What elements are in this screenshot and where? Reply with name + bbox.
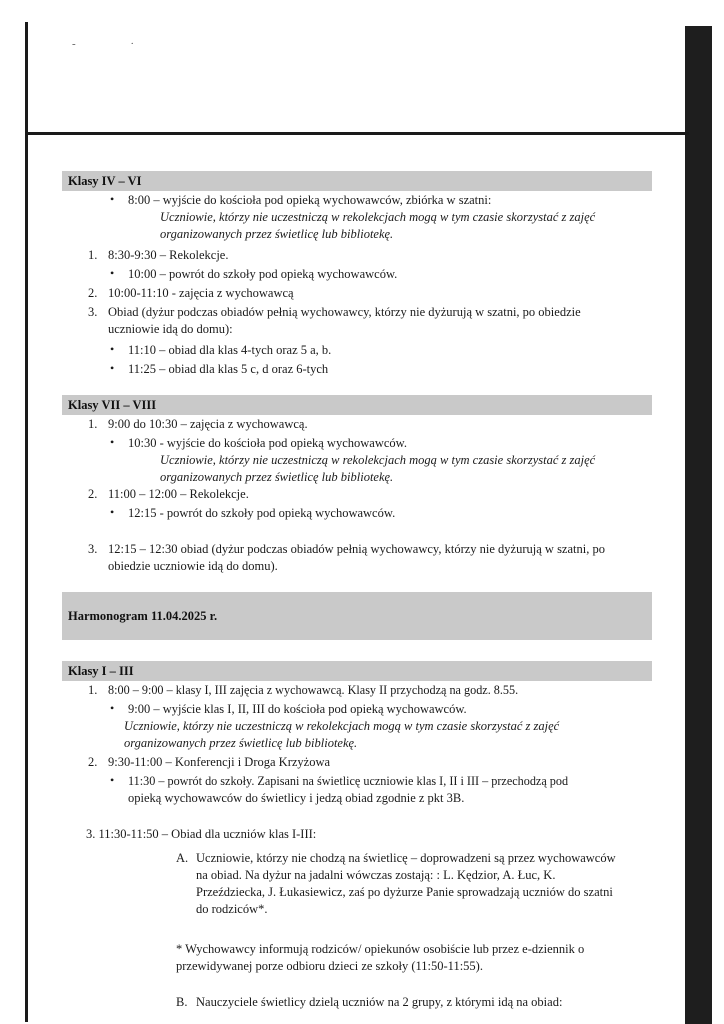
text-line: 8:30-9:30 – Rekolekcje. — [108, 248, 229, 262]
scan-right-edge — [685, 26, 712, 1024]
bullet: • — [110, 192, 115, 206]
text-line: Obiad (dyżur podczas obiadów pełnią wychowawcy, którzy nie dyżurują w szatni, po obiedzie — [108, 305, 581, 319]
text-line: 8:00 – wyjście do kościoła pod opieką wychowawców, zbiórka w szatni: — [128, 193, 492, 207]
text-line: 11:10 – obiad dla klas 4-tych oraz 5 a, b. — [128, 343, 332, 357]
note-line: organizowanych przez świetlicę lub bibliotekę. — [160, 470, 394, 484]
section-header-klasy-i-iii: Klasy I – III — [62, 661, 652, 681]
text-line: 12:15 - powrót do szkoły pod opieką wychowawców. — [128, 506, 396, 520]
note-line: Uczniowie, którzy nie uczestniczą w rekolekcjach mogą w tym czasie skorzystać z zajęć — [160, 210, 596, 224]
bullet: • — [110, 342, 115, 356]
bullet: • — [110, 505, 115, 519]
bullet: • — [110, 361, 115, 375]
text-line: opieką wychowawców do świetlicy i jedzą obiad zgodnie z pkt 3B. — [128, 791, 465, 805]
text-line: 10:30 - wyjście do kościoła pod opieką wychowawców. — [128, 436, 407, 450]
list-letter: A. — [176, 851, 189, 865]
note-line: Uczniowie, którzy nie uczestniczą w rekolekcjach mogą w tym czasie skorzystać z zajęć — [124, 719, 560, 733]
scan-horizontal-rule — [25, 132, 689, 135]
bullet: • — [110, 773, 115, 787]
text-line: 11:00 – 12:00 – Rekolekcje. — [108, 487, 249, 501]
list-letter: B. — [176, 995, 188, 1009]
text-line: 9:00 – wyjście klas I, II, III do kościoła pod opieką wychowawców. — [128, 702, 467, 716]
text-line: Przeździecka, J. Łukasiewicz, zaś po dyżurze Panie sprowadzają uczniów do szatni — [196, 885, 613, 899]
text-line: obiedzie uczniowie idą do domu). — [108, 559, 278, 573]
text-line: uczniowie idą do domu): — [108, 322, 233, 336]
text-line: Nauczyciele świetlicy dzielą uczniów na 2 grupy, z którymi idą na obiad: — [196, 995, 563, 1009]
note-line: organizowanych przez świetlicę lub bibliotekę. — [124, 736, 358, 750]
text-line: 10:00-11:10 - zajęcia z wychowawcą — [108, 286, 294, 300]
section-header-klasy-iv-vi: Klasy IV – VI — [62, 171, 652, 191]
footnote-line: przewidywanej porze odbioru dzieci ze szkoły (11:50-11:55). — [176, 959, 483, 973]
text-line: 9:00 do 10:30 – zajęcia z wychowawcą. — [108, 417, 308, 431]
bullet: • — [110, 701, 115, 715]
bullet: • — [110, 266, 115, 280]
text-line: 9:30-11:00 – Konferencji i Droga Krzyżowa — [108, 755, 331, 769]
list-number: 2. — [88, 755, 98, 769]
text-line: 11:25 – obiad dla klas 5 c, d oraz 6-tych — [128, 362, 329, 376]
list-number: 2. — [88, 487, 98, 501]
note-line: Uczniowie, którzy nie uczestniczą w rekolekcjach mogą w tym czasie skorzystać z zajęć — [160, 453, 596, 467]
harmonogram-header: Harmonogram 11.04.2025 r. — [62, 592, 652, 640]
list-number: 1. — [88, 248, 98, 262]
text-line: 11:30 – powrót do szkoły. Zapisani na świetlicę uczniowie klas I, II i III – przechodzą pod — [128, 774, 569, 788]
scan-specks: - · — [72, 38, 161, 50]
text-line: 8:00 – 9:00 – klasy I, III zajęcia z wychowawcą. Klasy II przychodzą na godz. 8.55. — [108, 683, 519, 697]
list-number: 1. — [88, 417, 98, 431]
scan-left-border — [25, 22, 28, 1022]
list-number: 3. — [88, 542, 98, 556]
list-number: 2. — [88, 286, 98, 300]
text-line: Uczniowie, którzy nie chodzą na świetlicę – doprowadzeni są przez wychowawców — [196, 851, 616, 865]
text-line: do rodziców*. — [196, 902, 268, 916]
section-header-klasy-vii-viii: Klasy VII – VIII — [62, 395, 652, 415]
list-number: 1. — [88, 683, 98, 697]
text-line: 10:00 – powrót do szkoły pod opieką wychowawców. — [128, 267, 398, 281]
bullet: • — [110, 435, 115, 449]
text-line: 12:15 – 12:30 obiad (dyżur podczas obiadów pełnią wychowawcy, którzy nie dyżurują w szatni, po — [108, 542, 605, 556]
text-line: 3. 11:30-11:50 – Obiad dla uczniów klas I-III: — [86, 827, 317, 841]
text-line: na obiad. Na dyżur na jadalni wówczas zostają: : L. Kędzior, A. Łuc, K. — [196, 868, 556, 882]
list-number: 3. — [88, 305, 98, 319]
footnote-line: * Wychowawcy informują rodziców/ opiekunów osobiście lub przez e-dziennik o — [176, 942, 585, 956]
note-line: organizowanych przez świetlicę lub bibliotekę. — [160, 227, 394, 241]
